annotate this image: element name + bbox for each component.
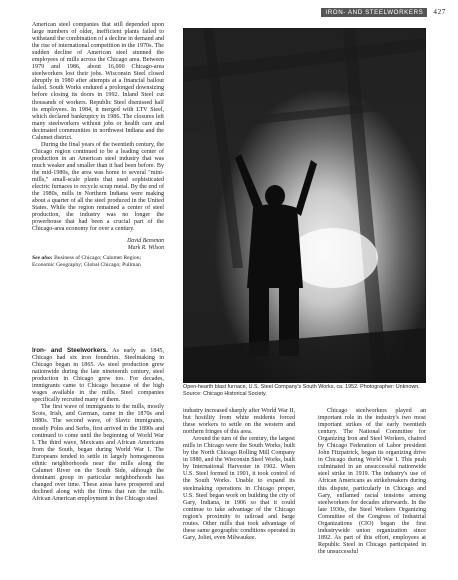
paragraph: During the final years of the twentieth century, the Chicago region continued to be a leading center of production in an American steel industry that was much weaker and smaller than it had been before. By the mid-1980s, the area was home to several "mini-mills," small-scale plants that used sophisticated electric furnaces to recycle scrap metal. By the end of the 1980s, mills in Northern Indiana were making about a quarter of all the steel produced in the United States. While the region remained a center of steel production, the industry was no longer the powerhouse that had been a crucial part of the Chicago-area economy for over a century. [32, 141, 164, 233]
column-1-bottom [32, 347, 164, 503]
paragraph: industry increased sharply after World War II, but hostility from white residents forced these workers to settle on the western and northern fringes of this area. [183, 408, 295, 436]
author-name: Mark R. Wilson [127, 245, 164, 252]
column-1-top [32, 22, 164, 268]
paragraph: The first wave of immigrants to the mills, mostly Scots, Irish, and German, came in the 1870s and 1880s. The second wave, of Slavic immigrants, mostly Poles and Serbs, first arrived in the 1890s and continued to come until the beginning of World War I. The third wave, Mexicans and African Americans from the South, began during World War I. The Europeans tended to settle in largely homogeneous ethnic neighborhoods near the mills along the Calumet River on the South Side, although the dominant group in particular neighborhoods has changed over time. These areas have prospered and declined along with the firms that ran the mills. African American employment in the Chicago steel [32, 404, 164, 502]
entry-title: Iron- and Steelworkers. [32, 347, 108, 354]
photo-caption: Open-hearth blast furnace, U.S. Steel Company's South Works, ca. 1952. Photographer: Unknown. Source: Chicago Historical Society. [183, 384, 420, 397]
column-3 [318, 408, 426, 556]
see-also-label: See also: [32, 255, 53, 261]
author-name: David Bensman [127, 238, 164, 245]
paragraph-text: As early as 1845, Chicago had six iron foundries. Steelmaking in Chicago began in 1865. As steel production grew nationwide during the late nineteenth century, steel production in Chicago grew too. For decades, immigrants came to Chicago because of the high wages available in the mills. Steel companies specifically recruited many of them. [32, 348, 165, 404]
paragraph: Chicago steelworkers played an important role in the industry's two most important strikes of the early twentieth century. The National Committee for Organizing Iron and Steel Workers, chaired by Chicago Federation of Labor president John Fitzpatrick, began its organizing drive in Chicago during World War I. This push culminated in an unsuccessful nationwide steel strike in 1919. The industry's use of African Americans as strikebreakers during this dispute, particularly in Chicago and Gary, enflamed racial tensions among steelworkers for decades afterwards. In the late 1930s, the Steel Workers Organizing Committee of the Congress of Industrial Organizations (CIO) began the first industrywide union organization since 1892. As part of this effort, employees at Republic Steel in Chicago participated in the unsuccessful [318, 408, 426, 555]
see-also-text: Business of Chicago; Calumet Region; Economic Geography; Global Chicago; Pullman [32, 255, 142, 268]
paragraph: American steel companies that still depended upon large numbers of older, inefficient plants failed to withstand the combination of a decline in demand and the rise of international competition in the 1970s. The sudden decline of American steel stunned the employees of mills across the Chicago area. Between 1979 and 1986, about 16,000 Chicago-area steelworkers lost their jobs. Wisconsin Steel closed abruptly in 1980 after attempts at a financial bailout failed. South Works endured a prolonged downsizing before closing its doors in 1992. Inland Steel cut thousands of workers. Republic Steel dismissed half its employees. In 1984, it merged with LTV Steel, which declared bankruptcy in 1986. The closures left many steelworkers without jobs or health care and decimated communities in northwest Indiana and the Calumet district. [32, 22, 164, 141]
section-title: IRON- AND STEELWORKERS [321, 8, 427, 17]
author-signature [32, 238, 164, 252]
column-2 [183, 408, 295, 542]
see-also [32, 255, 164, 268]
blast-furnace-photo [183, 28, 426, 383]
entry-opening [32, 347, 164, 404]
page-number: 427 [433, 8, 446, 16]
paragraph: Around the turn of the century, the largest mills in Chicago were the South Works, built by the North Chicago Rolling Mill Company in 1880, and the Wisconsin Steel Works, built by International Harvester in 1902. When U.S. Steel formed in 1901, it took control of the South Works. Unable to expand its steelmaking operations in Chicago proper, U.S. Steel began work on building the city of Gary, Indiana, in 1906 so that it could continue to take advantage of the Chicago region's proximity to railroad and barge routes. Other mills that took advantage of these same geographic conditions operated in Gary, Joliet, even Milwaukee. [183, 436, 295, 541]
running-head [321, 6, 446, 18]
photo-illustration [183, 28, 426, 383]
